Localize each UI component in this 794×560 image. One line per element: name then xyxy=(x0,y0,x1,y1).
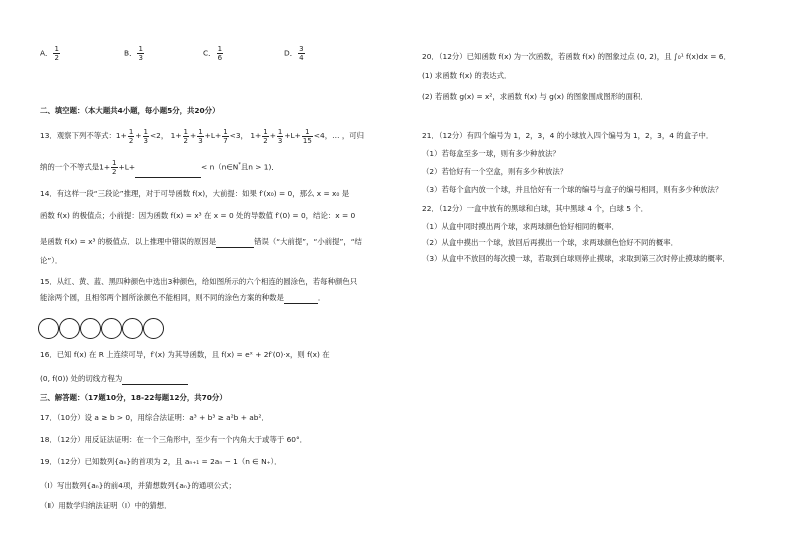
option-c-fraction xyxy=(217,45,223,62)
q13-frac2 xyxy=(143,128,149,145)
circle-5 xyxy=(122,318,143,339)
q13-lead: 13．观察下列不等式： xyxy=(40,131,116,140)
q14-line3 xyxy=(40,237,362,248)
option-a-numerator: 1 xyxy=(54,45,59,53)
q13-plus6: +L+ xyxy=(118,162,136,172)
option-a-label: A． xyxy=(40,48,53,58)
option-b-label: B． xyxy=(124,48,137,58)
q15-line1: 15．从红、黄、蓝、黑四种颜色中选出3种颜色，给如图所示的六个相连的圆涂色，若每种颜色只 xyxy=(40,277,358,286)
q13-frac7 xyxy=(277,128,283,145)
q16-line2 xyxy=(40,374,188,385)
q13-end1: <2， xyxy=(149,131,169,140)
q14-line3-tail: 错误（“大前提”，“小前提”，“结 xyxy=(254,237,362,246)
circle-6 xyxy=(143,318,164,339)
q22-part3: （3）从盒中不放回的每次摸一球，若取到白球则停止摸球，求取到第三次时停止摸球的概率． xyxy=(422,254,730,263)
option-d-numerator: 3 xyxy=(299,45,304,53)
option-b xyxy=(124,45,145,62)
option-a-denominator: 2 xyxy=(54,54,59,62)
circle-2 xyxy=(59,318,80,339)
q13-ineq2-start: 1+ xyxy=(170,131,182,140)
q13-line2-end: 且n > 1)． xyxy=(240,162,279,172)
q13-frac9-den: 2 xyxy=(112,167,117,176)
q13-line2 xyxy=(40,155,279,178)
q19-part2: （Ⅱ）用数学归纳法证明（Ⅰ）中的猜想． xyxy=(40,501,172,510)
q22-part1: （1）从盒中同时摸出两个球，求两球颜色恰好相同的概率． xyxy=(422,222,619,231)
q13-frac4-den: 3 xyxy=(198,136,203,145)
q13-frac8-num: 1 xyxy=(302,128,313,137)
q20-part2: (2) 若函数 g(x) = x²，求函数 f(x) 与 g(x) 的图象围成图形的面积． xyxy=(422,92,648,101)
q14-line2: 函数 f(x) 的极值点；小前提：因为函数 f(x) = x³ 在 x = 0 处的导数值 f′(0) = 0，结论：x = 0 xyxy=(40,211,356,220)
q18: 18．（12分）用反证法证明：在一个三角形中，至少有一个内角大于或等于 60°． xyxy=(40,435,308,444)
q13-frac4 xyxy=(197,128,203,145)
q15-line2 xyxy=(40,293,325,304)
q14-line3-lead: 是函数 f(x) = x³ 的极值点．以上推理中错误的原因是 xyxy=(40,237,217,246)
q13-frac5-den: 7 xyxy=(223,136,228,145)
q13-frac2-num: 1 xyxy=(143,127,148,136)
q16-answer-blank[interactable] xyxy=(122,374,188,385)
q21-part2: （2）若恰好有一个空盒，则有多少种放法？ xyxy=(422,167,568,176)
option-c-denominator: 6 xyxy=(217,54,223,62)
q13-line2-start: 1+ xyxy=(99,162,111,172)
q22-part2: （2）从盒中摸出一个球，放回后再摸出一个球，求两球颜色恰好不同的概率． xyxy=(422,238,678,247)
option-d-label: D． xyxy=(284,48,298,58)
q13-answer-blank[interactable] xyxy=(135,157,201,178)
q13-plus1: + xyxy=(135,131,142,140)
q13-line1 xyxy=(40,126,364,146)
q19-part1: （Ⅰ）写出数列{aₙ}的前4项，并猜想数列{aₙ}的通项公式； xyxy=(40,481,236,490)
q13-frac8-den: 15 xyxy=(302,136,312,145)
option-a-fraction xyxy=(53,45,59,62)
answer-header: 三、解答题：（17题10分，18-22每题12分，共70分） xyxy=(40,393,227,402)
q13-frac7-den: 3 xyxy=(277,136,283,145)
q16-line2-text: (0, f(0)) 处的切线方程为 xyxy=(40,374,123,383)
q13-frac5-num: 1 xyxy=(223,127,228,136)
q13-frac5 xyxy=(222,128,228,145)
q13-plus3: +L+ xyxy=(204,131,222,140)
six-circles-figure xyxy=(38,318,178,340)
q17: 17．（10分）设 a ≥ b > 0，用综合法证明：a³ + b³ ≥ a²b + ab²． xyxy=(40,413,269,422)
q13-line2-cond: < n（n∈N xyxy=(201,162,239,172)
option-c xyxy=(203,45,224,62)
option-b-numerator: 1 xyxy=(138,45,143,53)
option-d-denominator: 4 xyxy=(299,54,304,62)
q15-answer-blank[interactable] xyxy=(284,293,318,304)
q13-end3: <4，… ，可归 xyxy=(313,131,364,140)
q13-plus5: +L+ xyxy=(284,131,301,140)
option-a xyxy=(40,45,61,62)
q13-frac8 xyxy=(302,128,313,145)
q13-frac2-den: 3 xyxy=(143,136,148,145)
q13-ineq3-start: 1+ xyxy=(250,131,262,140)
option-c-label: C． xyxy=(203,48,216,58)
q21-part1: （1）若每盒至多一球，则有多少种放法？ xyxy=(422,149,560,158)
q21-part3: （3）若每个盒内放一个球，并且恰好有一个球的编号与盒子的编号相同，则有多少种放法？ xyxy=(422,185,723,194)
q13-frac6-num: 1 xyxy=(263,127,268,136)
q13-frac7-num: 1 xyxy=(277,127,283,136)
q13-frac1-den: 2 xyxy=(128,136,134,145)
q19: 19．（12分）已知数列{aₙ}的首项为 2，且 aₙ₊₁ = 2aₙ − 1（n ∈ N₊）． xyxy=(40,457,282,466)
q21: 21．（12分）有四个编号为 1，2，3，4 的小球放入四个编号为 1，2，3，4 的盒子中． xyxy=(422,131,714,140)
option-d-fraction xyxy=(298,45,304,62)
q13-plus4: + xyxy=(269,131,276,140)
q13-frac3-den: 2 xyxy=(183,136,188,145)
q22: 22．（12分）一盒中放有的黑球和白球，其中黑球 4 个，白球 5 个． xyxy=(422,204,649,213)
q13-frac6 xyxy=(262,128,268,145)
q16-line1: 16．已知 f(x) 在 R 上连续可导，f′(x) 为其导函数，且 f(x) = eˣ + 2f′(0)·x，则 f(x) 在 xyxy=(40,350,330,359)
circle-1 xyxy=(38,318,59,339)
q13-frac1 xyxy=(128,128,134,145)
q15-period: ． xyxy=(317,293,326,302)
q13-end2: <3， xyxy=(229,131,248,140)
q20: 20．（12分）已知函数 f(x) 为一次函数，若函数 f(x) 的图象过点 (0, 2)，且 ∫₀¹ f(x)dx = 6． xyxy=(422,52,731,61)
option-b-fraction xyxy=(137,45,143,62)
q13-star: * xyxy=(238,162,241,168)
circle-3 xyxy=(80,318,101,339)
q13-frac6-den: 2 xyxy=(263,136,268,145)
q13-frac1-num: 1 xyxy=(128,127,134,136)
q13-ineq1-start: 1+ xyxy=(115,131,127,140)
q13-frac9 xyxy=(111,159,117,176)
option-b-denominator: 3 xyxy=(138,54,143,62)
q13-frac9-num: 1 xyxy=(112,158,117,167)
q13-line2-lead: 纳的一个不等式是 xyxy=(40,162,100,172)
q14-answer-blank[interactable] xyxy=(216,237,254,248)
option-d xyxy=(284,45,306,62)
circle-4 xyxy=(101,318,122,339)
q14-line1: 14．有这样一段“三段论”推理，对于可导函数 f(x)，大前提：如果 f′(x₀) = 0，那么 x = x₀ 是 xyxy=(40,189,350,198)
q13-frac3 xyxy=(183,128,189,145)
option-c-numerator: 1 xyxy=(217,45,223,53)
q20-part1: (1) 求函数 f(x) 的表达式． xyxy=(422,71,512,80)
q13-frac4-num: 1 xyxy=(198,127,203,136)
q13-frac3-num: 1 xyxy=(183,127,188,136)
q14-line4: 论”）． xyxy=(40,256,63,265)
q13-plus2: + xyxy=(190,131,197,140)
q15-line2-text: 能涂两个圆，且相邻两个圆所涂颜色不能相同，则不同的涂色方案的种数是 xyxy=(40,293,284,302)
fill-in-header: 二、填空题：（本大题共4小题，每小题5分，共20分） xyxy=(40,106,220,115)
